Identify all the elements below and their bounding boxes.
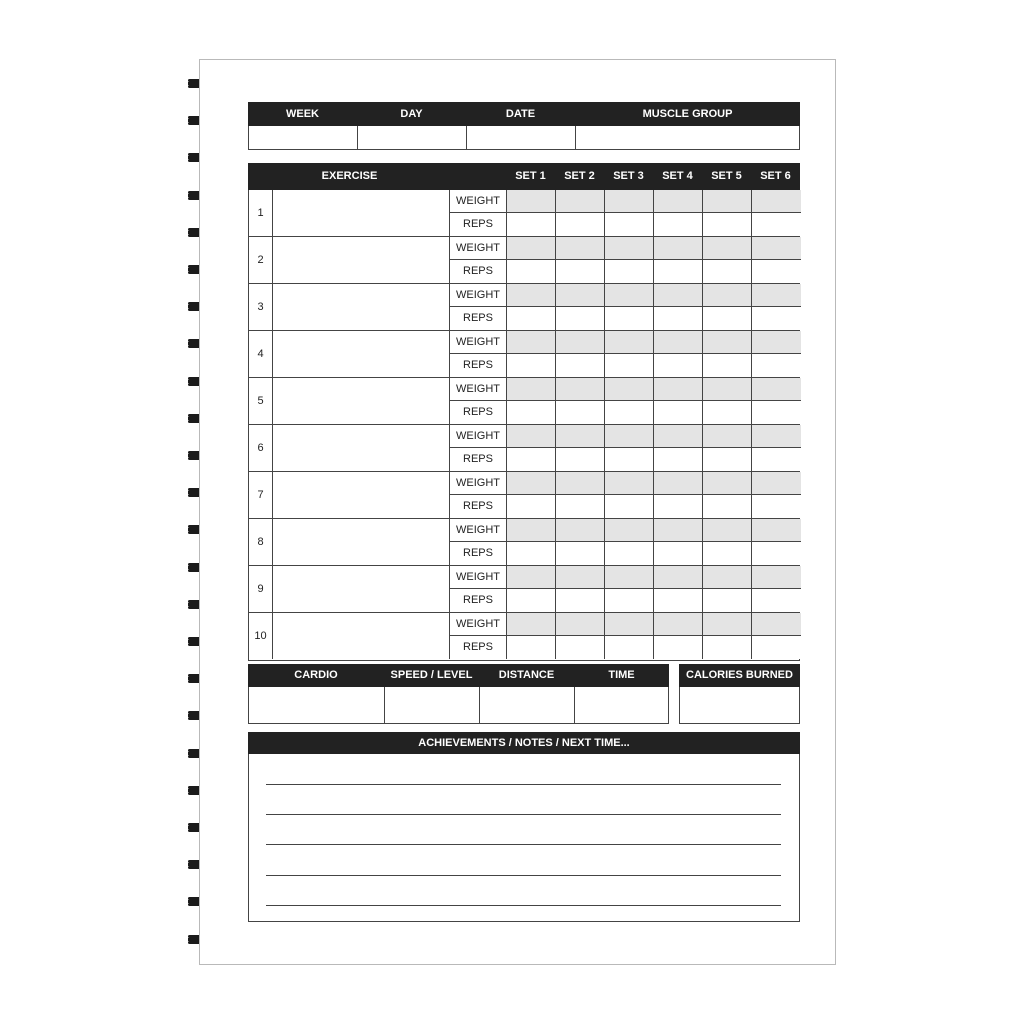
weight-set-field[interactable] [703,378,752,401]
reps-set-field[interactable] [556,448,605,471]
reps-set-field[interactable] [703,448,752,471]
note-line [266,875,781,876]
time-field[interactable] [575,687,668,723]
exercise-name-field[interactable] [273,237,450,283]
reps-set-field[interactable] [752,448,801,471]
exercise-row [249,425,799,472]
exercise-number: 9 [249,566,273,612]
weight-set-field[interactable] [507,425,556,448]
exercise-row [249,613,799,660]
exercise-row [249,566,799,613]
reps-set-field[interactable] [703,542,752,565]
reps-set-field[interactable] [507,495,556,518]
reps-label: REPS [450,636,507,659]
reps-label: REPS [450,354,507,377]
weight-set-field[interactable] [605,566,654,589]
weight-label: WEIGHT [450,237,507,260]
reps-set-field[interactable] [507,542,556,565]
weight-set-field[interactable] [556,472,605,495]
reps-set-field[interactable] [507,448,556,471]
reps-label: REPS [450,260,507,283]
weight-set-field[interactable] [654,331,703,354]
week-label: WEEK [286,108,319,120]
exercise-name-field[interactable] [273,519,450,565]
weight-set-field[interactable] [703,566,752,589]
set-header: SET 1 [515,170,546,182]
exercise-name-field[interactable] [273,190,450,236]
distance-label: DISTANCE [498,669,555,681]
exercise-number: 2 [249,237,273,283]
weight-set-field[interactable] [556,566,605,589]
weight-set-field[interactable] [654,472,703,495]
weight-set-field[interactable] [654,519,703,542]
reps-set-field[interactable] [654,401,703,424]
weight-set-field[interactable] [605,237,654,260]
weight-set-field[interactable] [752,378,801,401]
weight-set-field[interactable] [605,190,654,213]
weight-set-field[interactable] [507,331,556,354]
exercise-number: 4 [249,331,273,377]
reps-set-field[interactable] [605,542,654,565]
reps-set-field[interactable] [605,307,654,330]
cardio-fields [248,687,669,724]
weight-set-field[interactable] [752,472,801,495]
weight-label: WEIGHT [450,284,507,307]
weight-set-field[interactable] [556,425,605,448]
time-label: TIME [608,669,635,681]
reps-set-field[interactable] [556,542,605,565]
weight-set-field[interactable] [507,378,556,401]
weight-set-field[interactable] [605,425,654,448]
weight-set-field[interactable] [556,284,605,307]
date-label: DATE [505,108,536,120]
exercise-name-field[interactable] [273,566,450,612]
weight-set-field[interactable] [605,519,654,542]
weight-set-field[interactable] [507,190,556,213]
weight-set-field[interactable] [703,284,752,307]
reps-set-field[interactable] [654,307,703,330]
reps-set-field[interactable] [556,589,605,612]
exercise-header-bar [248,163,800,190]
weight-set-field[interactable] [556,331,605,354]
exercise-number: 6 [249,425,273,471]
speed-level-field[interactable] [385,687,480,723]
reps-set-field[interactable] [507,354,556,377]
weight-label: WEIGHT [450,519,507,542]
reps-set-field[interactable] [654,495,703,518]
distance-field[interactable] [480,687,575,723]
weight-set-field[interactable] [507,519,556,542]
weight-set-field[interactable] [556,190,605,213]
weight-label: WEIGHT [450,331,507,354]
reps-set-field[interactable] [654,448,703,471]
exercise-header: EXERCISE [321,170,378,182]
weight-set-field[interactable] [605,378,654,401]
weight-set-field[interactable] [703,237,752,260]
weight-set-field[interactable] [507,472,556,495]
session-header-bar [248,102,800,126]
reps-set-field[interactable] [703,354,752,377]
weight-set-field[interactable] [507,284,556,307]
weight-set-field[interactable] [752,331,801,354]
exercise-row [249,190,799,237]
note-line [266,784,781,785]
exercise-row [249,519,799,566]
reps-set-field[interactable] [703,260,752,283]
session-header-fields [248,126,800,150]
weight-set-field[interactable] [605,331,654,354]
reps-set-field[interactable] [556,401,605,424]
reps-label: REPS [450,542,507,565]
set-header: SET 2 [564,170,595,182]
weight-set-field[interactable] [703,425,752,448]
weight-label: WEIGHT [450,472,507,495]
calories-header-bar [679,664,800,687]
exercise-name-field[interactable] [273,378,450,424]
note-line [266,814,781,815]
weight-set-field[interactable] [556,613,605,636]
reps-set-field[interactable] [605,495,654,518]
weight-set-field[interactable] [654,566,703,589]
reps-set-field[interactable] [605,589,654,612]
weight-set-field[interactable] [752,237,801,260]
exercise-table [248,190,800,661]
exercise-number: 3 [249,284,273,330]
exercise-name-field[interactable] [273,425,450,471]
weight-set-field[interactable] [703,331,752,354]
reps-set-field[interactable] [605,354,654,377]
muscle-group-label: MUSCLE GROUP [642,108,733,120]
exercise-name-field[interactable] [273,284,450,330]
reps-set-field[interactable] [752,260,801,283]
exercise-name-field[interactable] [273,331,450,377]
weight-set-field[interactable] [654,425,703,448]
reps-set-field[interactable] [654,354,703,377]
weight-set-field[interactable] [605,472,654,495]
exercise-row [249,378,799,425]
reps-set-field[interactable] [654,542,703,565]
weight-set-field[interactable] [703,519,752,542]
reps-set-field[interactable] [556,495,605,518]
weight-set-field[interactable] [556,519,605,542]
set-header: SET 3 [613,170,644,182]
weight-set-field[interactable] [556,378,605,401]
reps-set-field[interactable] [703,307,752,330]
set-header: SET 5 [711,170,742,182]
weight-set-field[interactable] [752,190,801,213]
weight-label: WEIGHT [450,613,507,636]
reps-set-field[interactable] [605,260,654,283]
weight-set-field[interactable] [703,190,752,213]
exercise-row [249,331,799,378]
reps-label: REPS [450,495,507,518]
exercise-row [249,472,799,519]
weight-set-field[interactable] [752,566,801,589]
reps-set-field[interactable] [752,542,801,565]
reps-label: REPS [450,307,507,330]
reps-set-field[interactable] [752,636,801,659]
weight-set-field[interactable] [654,284,703,307]
reps-set-field[interactable] [507,213,556,236]
weight-label: WEIGHT [450,190,507,213]
week-field[interactable] [249,126,358,149]
date-field[interactable] [467,126,576,149]
exercise-number: 8 [249,519,273,565]
weight-set-field[interactable] [556,237,605,260]
weight-set-field[interactable] [703,472,752,495]
cardio-label: CARDIO [294,669,338,681]
calories-burned-field[interactable] [679,687,800,724]
muscle-group-field[interactable] [576,126,799,149]
reps-set-field[interactable] [556,260,605,283]
reps-set-field[interactable] [654,589,703,612]
reps-set-field[interactable] [556,307,605,330]
reps-set-field[interactable] [752,495,801,518]
reps-set-field[interactable] [752,307,801,330]
reps-set-field[interactable] [605,401,654,424]
note-line [266,905,781,906]
weight-set-field[interactable] [605,284,654,307]
reps-set-field[interactable] [556,636,605,659]
exercise-name-field[interactable] [273,472,450,518]
reps-set-field[interactable] [507,307,556,330]
weight-set-field[interactable] [654,378,703,401]
weight-set-field[interactable] [507,613,556,636]
weight-set-field[interactable] [507,237,556,260]
reps-label: REPS [450,401,507,424]
weight-set-field[interactable] [654,190,703,213]
weight-set-field[interactable] [752,613,801,636]
weight-set-field[interactable] [752,284,801,307]
exercise-number: 5 [249,378,273,424]
cardio-field[interactable] [249,687,385,723]
weight-label: WEIGHT [450,566,507,589]
weight-set-field[interactable] [654,613,703,636]
reps-set-field[interactable] [703,495,752,518]
reps-label: REPS [450,448,507,471]
weight-set-field[interactable] [752,519,801,542]
reps-set-field[interactable] [703,636,752,659]
reps-set-field[interactable] [703,401,752,424]
day-label: DAY [400,108,423,120]
reps-set-field[interactable] [654,260,703,283]
reps-set-field[interactable] [703,589,752,612]
reps-set-field[interactable] [752,354,801,377]
reps-set-field[interactable] [605,636,654,659]
weight-set-field[interactable] [507,566,556,589]
reps-set-field[interactable] [752,213,801,236]
day-field[interactable] [358,126,467,149]
reps-set-field[interactable] [507,589,556,612]
weight-set-field[interactable] [605,613,654,636]
weight-label: WEIGHT [450,378,507,401]
reps-label: REPS [450,589,507,612]
exercise-number: 7 [249,472,273,518]
note-line [266,844,781,845]
notes-area[interactable] [248,754,800,922]
reps-set-field[interactable] [605,213,654,236]
speed-level-label: SPEED / LEVEL [390,669,473,681]
calories-burned-label: CALORIES BURNED [686,669,793,681]
reps-set-field[interactable] [556,213,605,236]
exercise-row [249,284,799,331]
exercise-number: 1 [249,190,273,236]
notes-header: ACHIEVEMENTS / NOTES / NEXT TIME... [248,732,800,754]
reps-set-field[interactable] [556,354,605,377]
set-header: SET 6 [760,170,791,182]
reps-set-field[interactable] [507,401,556,424]
set-header: SET 4 [662,170,693,182]
reps-label: REPS [450,213,507,236]
reps-set-field[interactable] [654,636,703,659]
exercise-number: 10 [249,613,273,659]
exercise-name-field[interactable] [273,613,450,659]
cardio-header-bar [248,664,669,687]
reps-set-field[interactable] [752,589,801,612]
reps-set-field[interactable] [654,213,703,236]
exercise-row [249,237,799,284]
reps-set-field[interactable] [605,448,654,471]
reps-set-field[interactable] [507,260,556,283]
weight-label: WEIGHT [450,425,507,448]
reps-set-field[interactable] [752,401,801,424]
reps-set-field[interactable] [703,213,752,236]
weight-set-field[interactable] [703,613,752,636]
reps-set-field[interactable] [507,636,556,659]
weight-set-field[interactable] [752,425,801,448]
weight-set-field[interactable] [654,237,703,260]
